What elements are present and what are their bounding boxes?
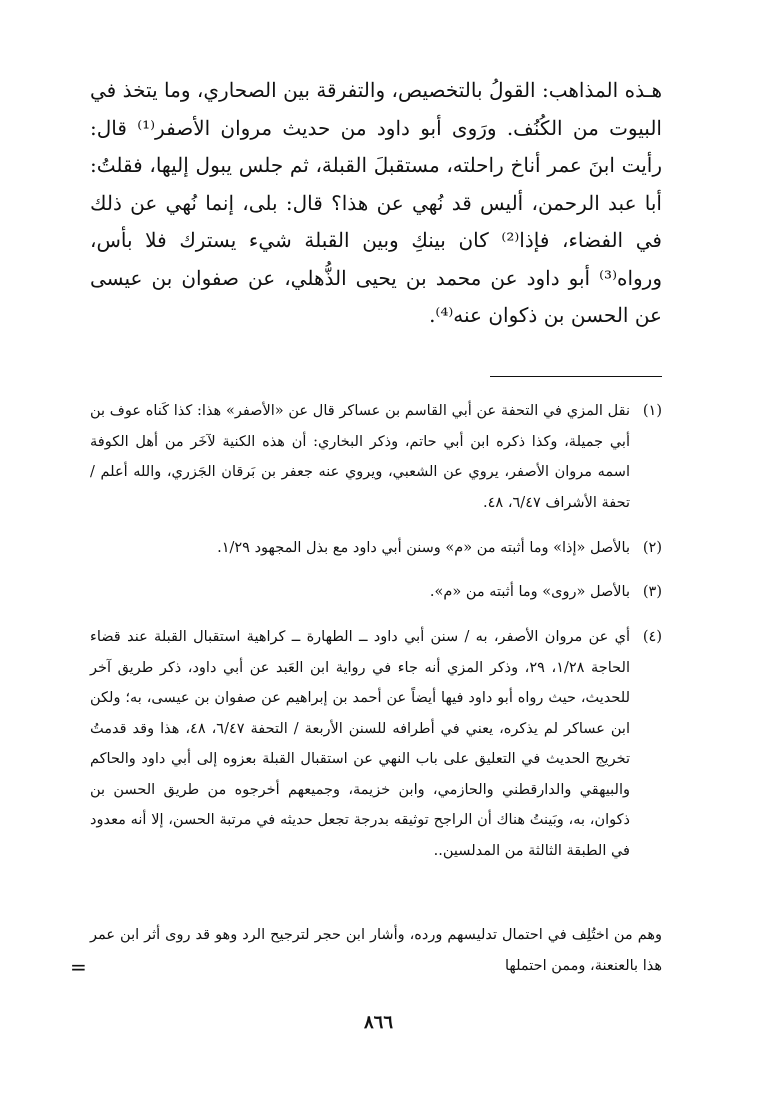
footnote-number: (٢): [642, 540, 662, 556]
footnote-separator: [490, 376, 662, 377]
main-paragraph: هـذه المذاهب: القولُ بالتخصيص، والتفرقة بين الصحاري، وما يتخذ في البيوت من الكُنُف. ورَوى أبو داود من حديث مروان الأصفر⁽¹⁾ قال: رأيت ابنَ عمر أناخ راحلته، مستقبلَ القبلة، ثم جلس يبول إليها، فقلتُ: أبا عبد الرحمن، أليس قد نُهي عن هذا؟ قال: بلى، إنما نُهي عن ذلك في الفضاء، فإذا⁽²⁾ كان بينكِ وبين القبلة شيء يسترك فلا بأس، ورواه⁽³⁾ أبو داود عن محمد بن يحيى الذُّهلي، عن صفوان بن عيسى عن الحسن بن ذكوان عنه⁽⁴⁾.: [90, 78, 662, 327]
footnote-text: بالأصل «روى» وما أثبته من «م».: [429, 584, 630, 600]
footnote-4: [90, 622, 662, 866]
page-number: ٨٦٦: [363, 1012, 393, 1033]
footnote-number: (٣): [642, 584, 662, 600]
footnote-number: (١): [642, 403, 662, 419]
footnote-text: نقل المزي في التحفة عن أبي القاسم بن عساكر قال عن «الأصفر» هذا: كذا كَناه عوف بن أبي جميلة، وكذا ذكره ابن أبي حاتم، وذكر البخاري: أن هذه الكنية لآخَر من أهل الكوفة اسمه مروان الأصفر، يروي عن الشعبي، ويروي عنه جعفر بن بَرقان الجَزري، والله أعلم / تحفة الأشراف ٦/٤٧، ٤٨.: [90, 403, 630, 511]
footnote-text: بالأصل «إذا» وما أثبته من «م» وسنن أبي داود مع بذل المجهود ١/٢٩.: [217, 540, 630, 556]
footnote-2: [90, 533, 662, 564]
footnote-continuation: وهم من اختُلِف في احتمال تدليسهم ورده، وأشار ابن حجر لترجيح الرد وهو قد روى أثر ابن عمر هذا بالعنعنة، وممن احتملها: [90, 927, 662, 974]
footnote-text: أي عن مروان الأصفر، به / سنن أبي داود ــ الطهارة ــ كراهية استقبال القبلة عند قضاء الحاجة ١/٢٨، ٢٩، وذكر المزي أنه جاء في رواية ابن العَبد عن أبي داود، ذكر طريق آخر للحديث، حيث رواه أبو داود فيها أيضاً عن أحمد بن إبراهيم عن صفوان بن عيسى، به؛ ولكن ابن عساكر لم يذكره، يعني في أطرافه للسنن الأربعة / التحفة ٦/٤٧، ٤٨، هذا وقد قدمتُ تخريج الحديث في التعليق على باب النهي عن استقبال القبلة بعزوه إلى أبي داود والحاكم والبيهقي والدارقطني والحازمي، وابن خزيمة، وجميعهم أخرجوه من طريق الحسن بن ذكوان، به، وبَينتُ هناك أن الراجح توثيقه بدرجة تجعل حديثه في مرتبة الحسن، إلا أنه معدود في الطبقة الثالثة من المدلسين..: [90, 629, 630, 859]
footnote-1: [90, 396, 662, 518]
continuation-mark: =: [70, 955, 87, 979]
main-text: [90, 72, 662, 335]
footnote-3: [90, 577, 662, 608]
footnote-number: (٤): [642, 629, 662, 645]
